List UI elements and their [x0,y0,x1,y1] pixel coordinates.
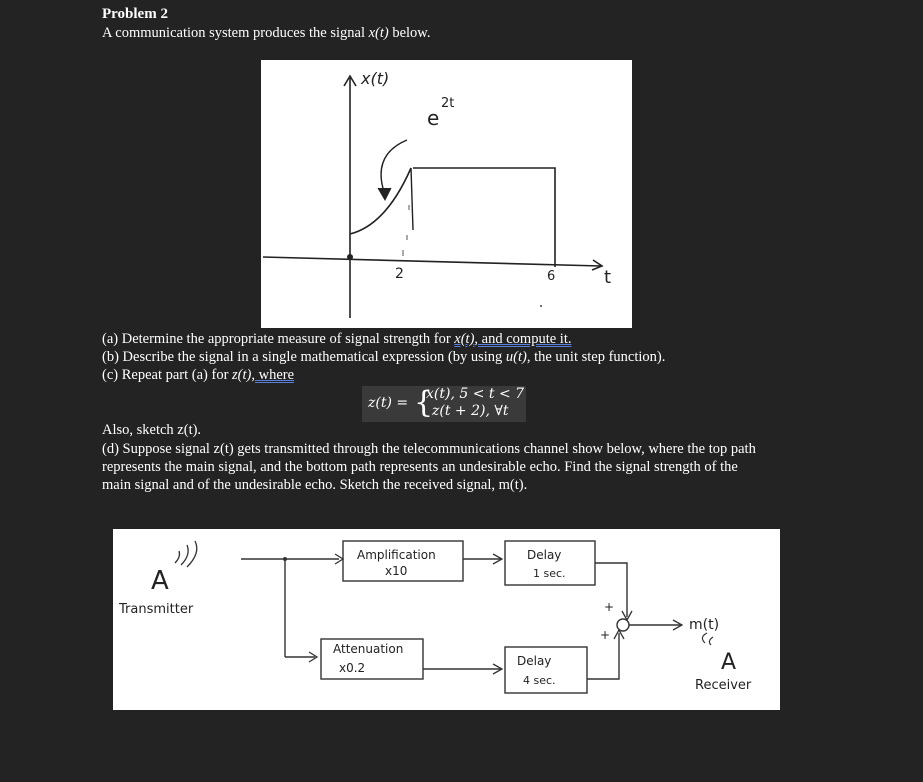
receiver-icon [702,633,736,675]
plus-top: + [604,600,615,614]
delay-4-value: 4 sec. [523,674,556,687]
question-c-suffix: , where [251,367,295,383]
annotation-arrow [381,140,407,195]
problem-title: Problem 2 [102,6,168,22]
question-d [102,440,802,494]
question-a-suffix: , and compute it. [474,331,572,347]
equation-lhs: z(t) = [368,395,409,411]
z-equation [362,386,526,422]
delay-1-label: Delay [527,548,562,562]
equation-case-2: z(t + 2), ∀t [432,403,509,419]
plateau-segment [413,168,555,267]
tick-label-6: 6 [547,269,556,284]
delay-1-value: 1 sec. [533,567,566,580]
amplification-label: Amplification [357,548,436,562]
equation-brace: { [414,385,434,420]
question-d-line-2: represents the main signal, and the bottom path represents an undesirable echo. Find the signal strength of the [102,459,738,475]
question-b-suffix: , the unit step function). [526,349,666,365]
summing-junction [617,619,629,631]
output-label: m(t) [689,617,720,633]
intro-signal: x(t) [368,25,389,41]
question-c-prefix: (c) Repeat part (a) for [102,367,233,383]
intro-suffix: below. [388,25,431,41]
curve-label-base: e [427,106,440,130]
intro-prefix: A communication system produces the signal [102,25,369,41]
question-a-prefix: (a) Determine the appropriate measure of signal strength for [102,331,455,347]
attenuation-label: Attenuation [333,642,404,656]
x-axis-arrow [592,260,602,270]
delay-4-label: Delay [517,654,552,668]
question-b-prefix: (b) Describe the signal in a single mathematical expression (by using [102,349,506,365]
transmitter-letter: A [151,566,169,596]
question-d-line-3: main signal and of the undesirable echo. Sketch the received signal, m(t). [102,477,528,493]
transmitter-icon [151,541,197,596]
question-d-line-1: (d) Suppose signal z(t) gets transmitted through the telecommunications channel show below, where the top path [102,441,756,457]
question-c-signal: z(t) [232,367,252,383]
intro-line [102,25,430,42]
x-axis-label: t [604,267,612,288]
x-axis [263,257,601,266]
receiver-label: Receiver [695,678,752,693]
question-b [102,349,665,366]
also-sketch: Also, sketch z(t). [102,422,202,438]
y-axis-label: x(t) [361,69,390,88]
equation-case-1: x(t), 5 < t < 7 [426,386,525,402]
question-c [102,367,294,384]
channel-diagram [113,529,780,710]
transmitter-label: Transmitter [119,602,194,617]
plus-bottom: + [600,628,611,642]
channel-diagram-panel [113,529,780,710]
amplification-value: x10 [385,564,408,578]
tick-label-2: 2 [395,266,404,282]
signal-graph-panel [261,60,632,328]
origin-dot [347,254,353,260]
stray-dot [540,305,542,307]
receiver-letter: A [721,650,737,675]
step-down-edge [411,168,413,230]
annotation-arrowhead [378,188,391,200]
curve-label-exponent: 2t [441,96,455,111]
question-b-func: u(t) [505,349,527,365]
attenuation-value: x0.2 [339,661,366,675]
question-a [102,331,571,348]
question-a-signal: x(t) [454,331,475,347]
signal-graph [261,60,632,328]
